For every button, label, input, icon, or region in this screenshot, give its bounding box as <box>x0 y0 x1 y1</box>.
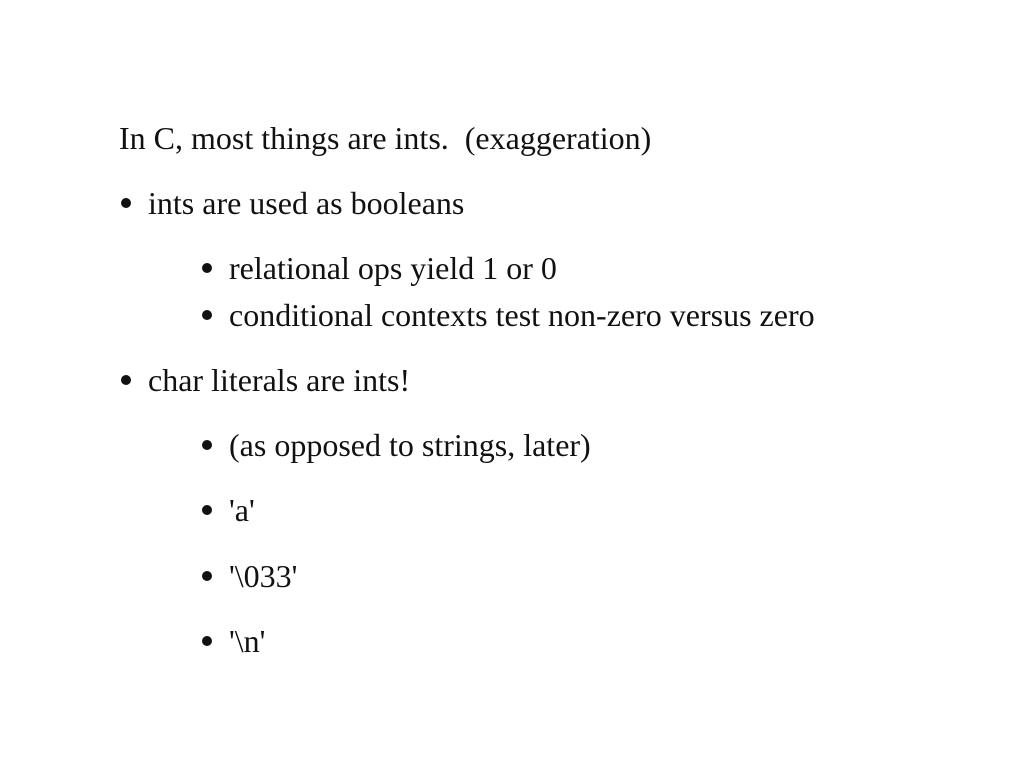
bullet-icon <box>121 375 131 385</box>
bullet-icon <box>202 571 212 581</box>
sub-item-char-newline: '\n' <box>229 623 266 659</box>
list-item-char-literals: char literals are ints! <box>148 362 411 398</box>
sub-item-char-escape-033: '\033' <box>229 558 298 594</box>
sub-item-relational-ops: relational ops yield 1 or 0 <box>229 250 557 286</box>
sub-item-strings-later: (as opposed to strings, later) <box>229 427 591 463</box>
bullet-icon <box>202 636 212 646</box>
bullet-icon <box>202 505 212 515</box>
slide-heading: In C, most things are ints. (exaggeration) <box>119 120 652 156</box>
bullet-icon <box>202 440 212 450</box>
list-item-booleans: ints are used as booleans <box>148 185 465 221</box>
sub-item-char-a: 'a' <box>229 492 255 528</box>
bullet-icon <box>121 198 131 208</box>
bullet-icon <box>202 310 212 320</box>
bullet-icon <box>202 263 212 273</box>
sub-item-conditional-contexts: conditional contexts test non-zero versus zero <box>229 297 815 333</box>
